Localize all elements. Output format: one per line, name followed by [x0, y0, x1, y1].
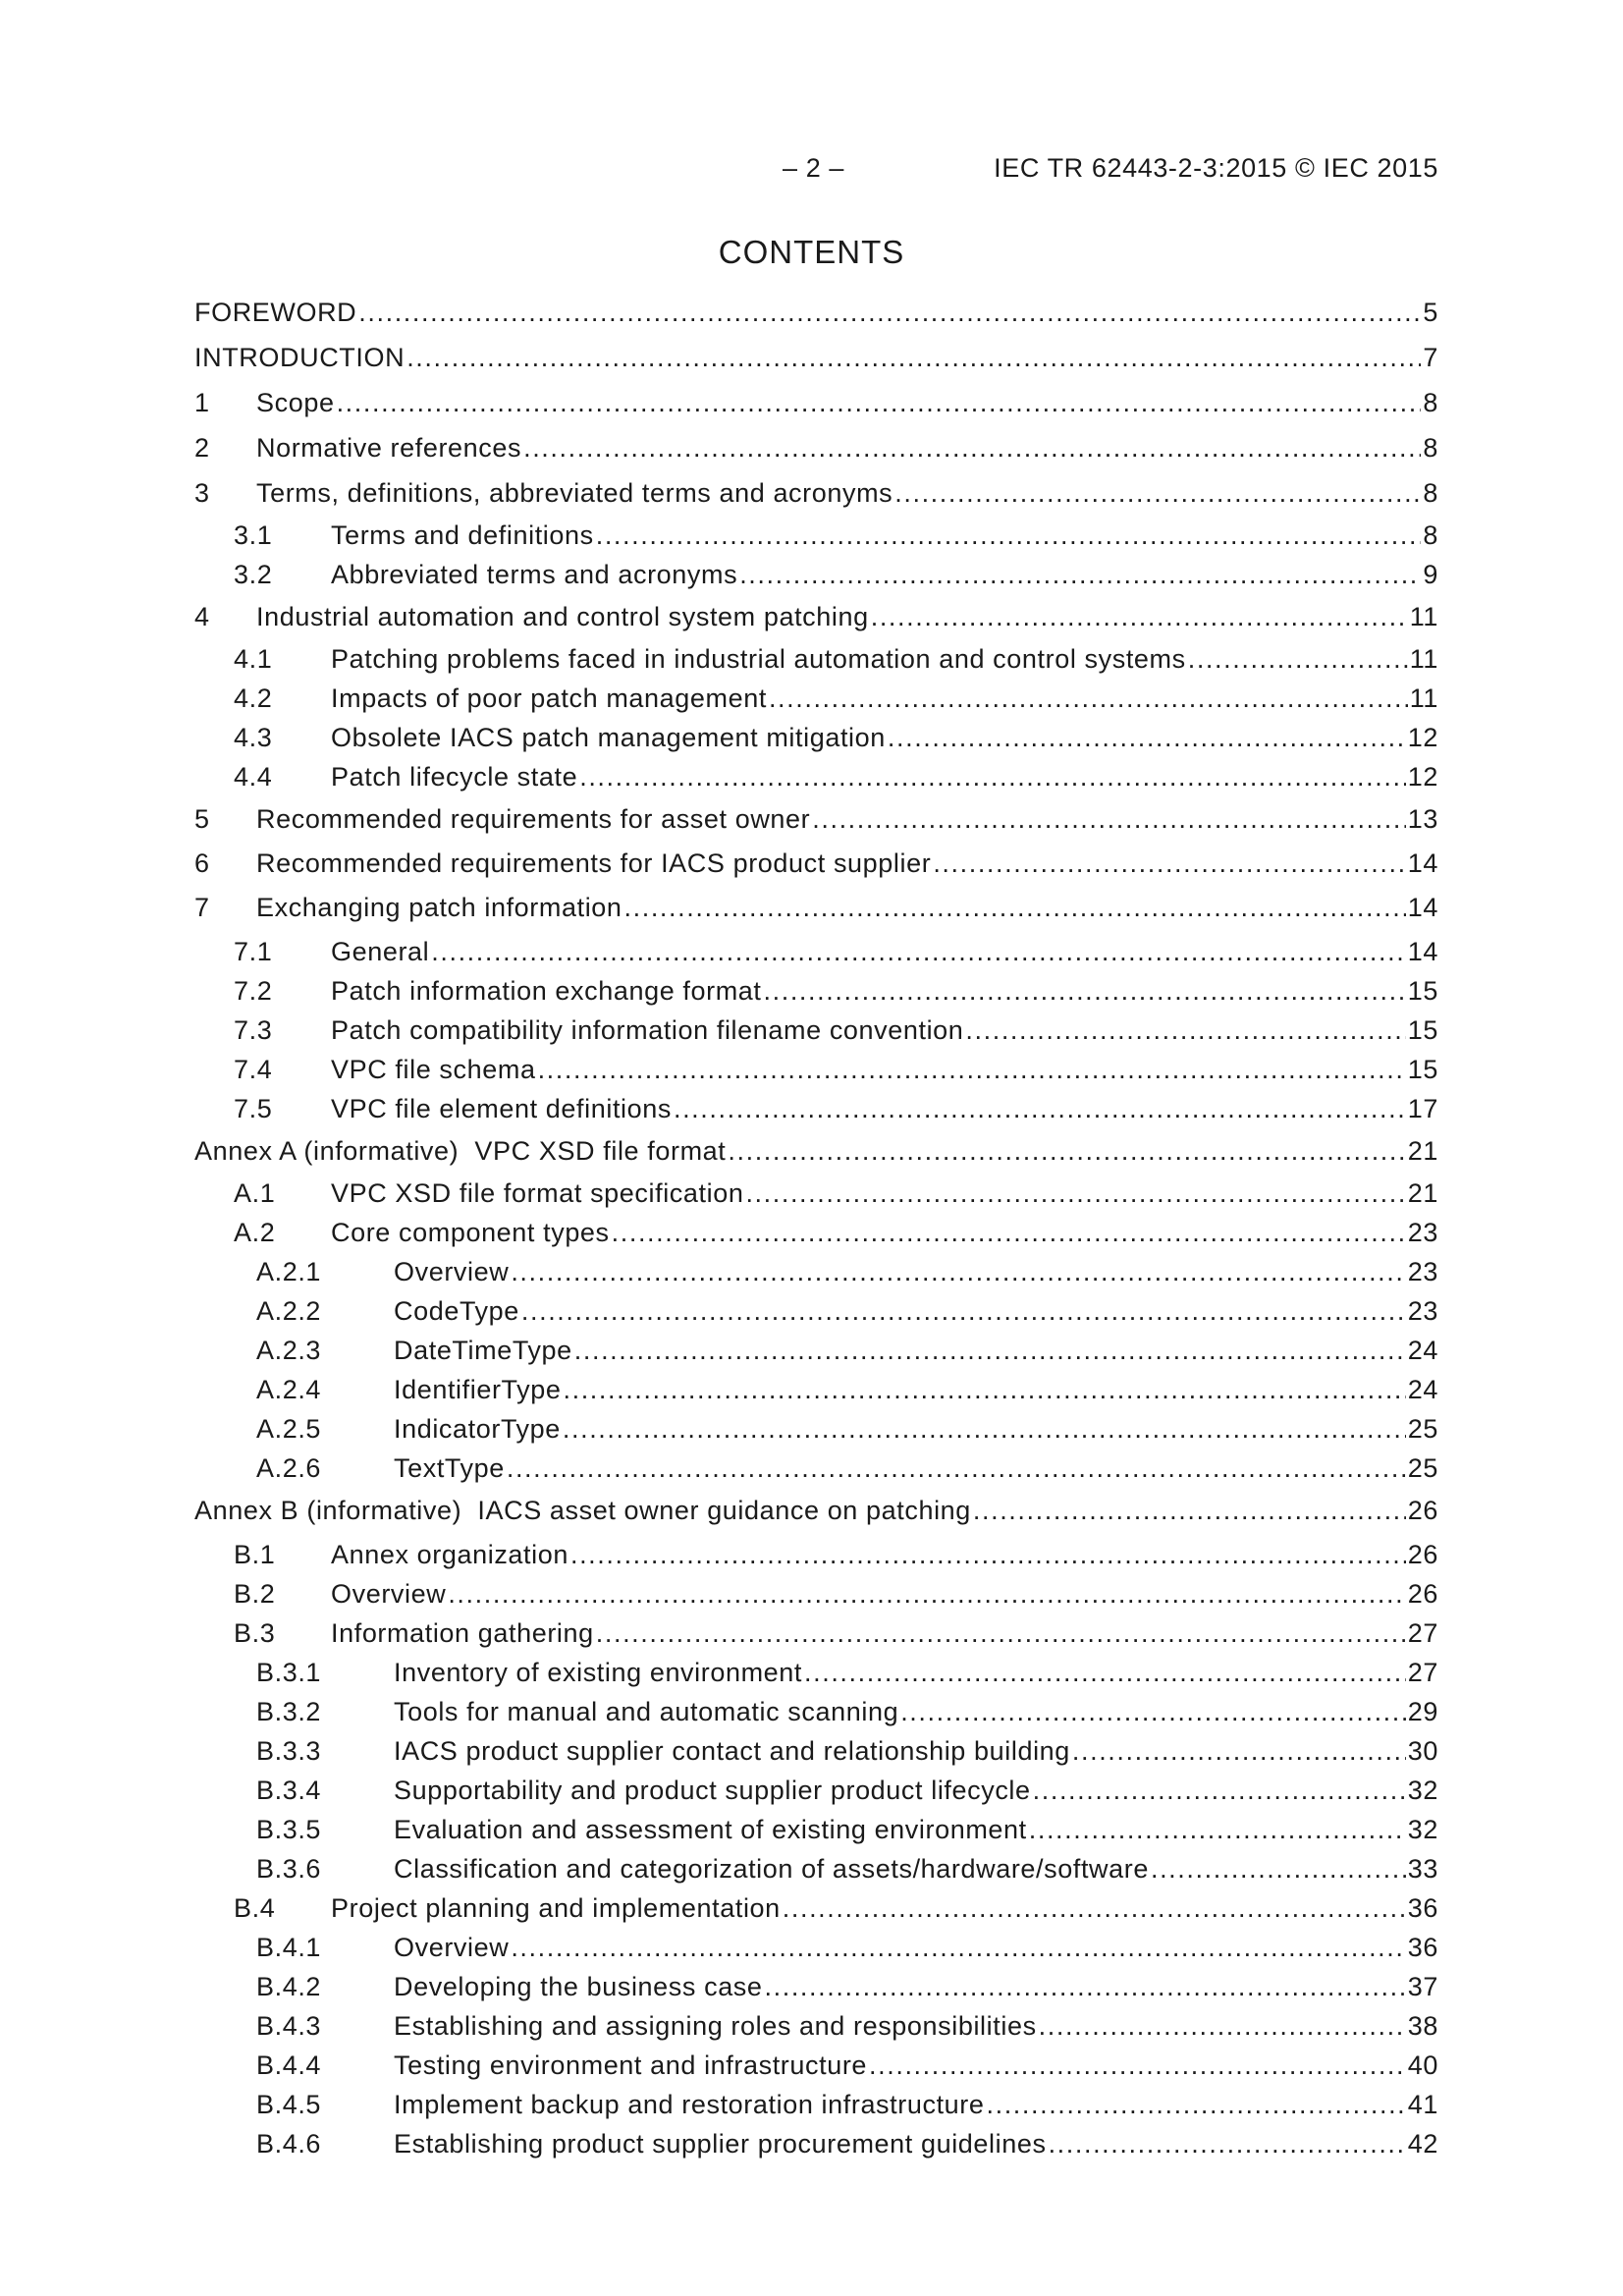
toc-entry-title: Classification and categorization of assets/hardware/software	[394, 1854, 1149, 1884]
toc-entry-number: B.4.6	[256, 2129, 322, 2159]
toc-dot-leader	[596, 520, 1422, 551]
toc-dot-leader	[869, 2050, 1406, 2081]
toc-dot-leader	[894, 478, 1421, 509]
toc-entry-number: A.2.5	[256, 1414, 322, 1444]
toc-entry[interactable]	[194, 298, 1438, 337]
toc-entry-title: FOREWORD	[194, 298, 357, 327]
toc-entry[interactable]	[194, 1218, 1438, 1257]
toc-entry-number: 4	[194, 602, 210, 631]
toc-dot-leader	[1151, 1854, 1406, 1885]
toc-entry[interactable]	[194, 1178, 1438, 1218]
toc-entry[interactable]	[194, 560, 1438, 599]
toc-entry[interactable]	[194, 1854, 1438, 1893]
toc-dot-leader	[431, 937, 1406, 967]
toc-entry-number: A.2.3	[256, 1336, 322, 1365]
toc-entry-page-number: 17	[1407, 1094, 1438, 1123]
toc-entry[interactable]	[194, 1972, 1438, 2011]
toc-entry-title: Developing the business case	[394, 1972, 763, 2001]
toc-entry-page-number: 36	[1407, 1893, 1438, 1923]
toc-entry-number: B.4.4	[256, 2050, 322, 2080]
toc-entry[interactable]	[194, 343, 1438, 382]
toc-entry-page-number: 14	[1407, 848, 1438, 878]
toc-dot-leader	[523, 433, 1421, 464]
toc-entry-number: B.4.2	[256, 1972, 322, 2001]
toc-entry-title: Exchanging patch information	[256, 893, 622, 922]
toc-entry[interactable]	[194, 644, 1438, 683]
toc-dot-leader	[965, 1015, 1405, 1046]
toc-entry-number: 4.3	[234, 723, 273, 752]
toc-entry-page-number: 5	[1423, 298, 1438, 327]
toc-entry-number: B.3.3	[256, 1736, 322, 1766]
toc-entry-title: Patching problems faced in industrial automation and control systems	[331, 644, 1186, 674]
toc-entry-title: Normative references	[256, 433, 522, 463]
toc-entry-number: B.4	[234, 1893, 276, 1923]
toc-entry-title: Patch lifecycle state	[331, 762, 578, 792]
toc-entry[interactable]	[194, 804, 1438, 844]
toc-entry-number: B.3.5	[256, 1815, 322, 1844]
toc-dot-leader	[538, 1055, 1406, 1085]
toc-entry-number: 7.3	[234, 1015, 273, 1045]
toc-entry[interactable]	[194, 1296, 1438, 1336]
toc-entry[interactable]	[194, 1540, 1438, 1579]
toc-entry-number: 2	[194, 433, 210, 463]
toc-entry[interactable]	[194, 1697, 1438, 1736]
toc-dot-leader	[812, 804, 1406, 835]
toc-entry[interactable]	[194, 976, 1438, 1015]
toc-entry[interactable]	[194, 1776, 1438, 1815]
toc-entry-page-number: 12	[1407, 723, 1438, 752]
toc-entry-title: Supportability and product supplier product lifecycle	[394, 1776, 1031, 1805]
toc-entry-title: Abbreviated terms and acronyms	[331, 560, 738, 589]
toc-entry-page-number: 32	[1407, 1815, 1438, 1844]
toc-entry-title: Patch information exchange format	[331, 976, 762, 1006]
toc-entry-page-number: 8	[1423, 433, 1438, 463]
toc-entry-number: 4.4	[234, 762, 273, 792]
toc-entry-title: IACS product supplier contact and relationship building	[394, 1736, 1070, 1766]
toc-entry-number: B.4.3	[256, 2011, 322, 2041]
toc-entry-page-number: 33	[1407, 1854, 1438, 1884]
toc-dot-leader	[511, 1933, 1405, 1963]
toc-entry-number: B.4.1	[256, 1933, 322, 1962]
toc-dot-leader	[804, 1658, 1406, 1688]
toc-entry-page-number: 25	[1407, 1414, 1438, 1444]
toc-entry-page-number: 25	[1407, 1453, 1438, 1483]
toc-entry-title: Overview	[331, 1579, 447, 1609]
toc-entry-page-number: 38	[1407, 2011, 1438, 2041]
toc-entry-title: Annex B (informative) IACS asset owner guidance on patching	[194, 1496, 971, 1525]
toc-entry-title: VPC file schema	[331, 1055, 536, 1084]
toc-entry[interactable]	[194, 848, 1438, 888]
toc-dot-leader	[1049, 2129, 1406, 2159]
toc-entry[interactable]	[194, 762, 1438, 801]
toc-entry-title: Recommended requirements for IACS product supplier	[256, 848, 932, 878]
toc-entry[interactable]	[194, 478, 1438, 518]
toc-entry-title: Project planning and implementation	[331, 1893, 781, 1923]
toc-entry-title: Scope	[256, 388, 335, 417]
toc-dot-leader	[358, 298, 1421, 328]
document-reference: IEC TR 62443-2-3:2015 © IEC 2015	[994, 153, 1438, 183]
toc-dot-leader	[521, 1296, 1406, 1327]
toc-entry[interactable]	[194, 2090, 1438, 2129]
toc-entry[interactable]	[194, 1893, 1438, 1933]
toc-dot-leader	[570, 1540, 1406, 1570]
page-number: – 2 –	[783, 153, 845, 183]
toc-entry-page-number: 23	[1407, 1257, 1438, 1286]
toc-entry-page-number: 9	[1423, 560, 1438, 589]
toc-entry-page-number: 13	[1407, 804, 1438, 834]
toc-dot-leader	[783, 1893, 1406, 1924]
toc-entry-number: A.2.6	[256, 1453, 322, 1483]
toc-entry-page-number: 14	[1407, 893, 1438, 922]
toc-entry-page-number: 12	[1407, 762, 1438, 792]
toc-entry[interactable]	[194, 1618, 1438, 1658]
toc-entry-number: B.3.2	[256, 1697, 322, 1726]
toc-dot-leader	[728, 1136, 1405, 1167]
toc-dot-leader	[674, 1094, 1406, 1124]
toc-entry-number: 5	[194, 804, 210, 834]
toc-entry[interactable]	[194, 893, 1438, 932]
toc-dot-leader	[624, 893, 1406, 923]
toc-entry[interactable]	[194, 1055, 1438, 1094]
toc-dot-leader	[871, 602, 1408, 632]
toc-entry-title: Core component types	[331, 1218, 610, 1247]
toc-entry-number: B.3.6	[256, 1854, 322, 1884]
toc-entry-page-number: 15	[1407, 976, 1438, 1006]
toc-entry-page-number: 11	[1409, 683, 1438, 713]
toc-dot-leader	[1029, 1815, 1406, 1845]
toc-entry-title: Information gathering	[331, 1618, 594, 1648]
toc-entry[interactable]	[194, 1736, 1438, 1776]
toc-dot-leader	[900, 1697, 1406, 1727]
toc-entry-title: Tools for manual and automatic scanning	[394, 1697, 899, 1726]
toc-entry-page-number: 41	[1407, 2090, 1438, 2119]
toc-entry[interactable]	[194, 1815, 1438, 1854]
toc-dot-leader	[769, 683, 1408, 714]
toc-entry-page-number: 15	[1407, 1055, 1438, 1084]
toc-dot-leader	[764, 976, 1406, 1007]
toc-entry-title: Industrial automation and control system patching	[256, 602, 869, 631]
toc-entry-title: Recommended requirements for asset owner	[256, 804, 811, 834]
toc-entry-title: IndicatorType	[394, 1414, 561, 1444]
toc-entry[interactable]	[194, 937, 1438, 976]
toc-entry-page-number: 27	[1407, 1618, 1438, 1648]
toc-dot-leader	[1039, 2011, 1406, 2042]
toc-entry-page-number: 14	[1407, 937, 1438, 966]
toc-entry-title: Terms, definitions, abbreviated terms and acronyms	[256, 478, 893, 508]
toc-entry-title: Terms and definitions	[331, 520, 594, 550]
toc-dot-leader	[612, 1218, 1406, 1248]
toc-dot-leader	[888, 723, 1406, 753]
toc-entry-page-number: 8	[1423, 520, 1438, 550]
toc-entry[interactable]	[194, 1336, 1438, 1375]
toc-entry-page-number: 30	[1407, 1736, 1438, 1766]
toc-entry-title: Establishing product supplier procurement guidelines	[394, 2129, 1047, 2159]
toc-entry-page-number: 23	[1407, 1296, 1438, 1326]
toc-entry-title: IdentifierType	[394, 1375, 562, 1404]
toc-entry-number: A.2.4	[256, 1375, 322, 1404]
toc-dot-leader	[507, 1453, 1406, 1484]
page-header	[0, 153, 1623, 192]
toc-entry-number: 3.2	[234, 560, 273, 589]
toc-entry-page-number: 26	[1407, 1540, 1438, 1569]
toc-entry-number: 7.2	[234, 976, 273, 1006]
toc-entry[interactable]	[194, 2129, 1438, 2168]
toc-entry-number: 4.2	[234, 683, 273, 713]
toc-entry-title: General	[331, 937, 430, 966]
toc-dot-leader	[1188, 644, 1408, 675]
toc-entry-page-number: 26	[1407, 1579, 1438, 1609]
toc-entry-number: 3	[194, 478, 210, 508]
toc-entry-page-number: 27	[1407, 1658, 1438, 1687]
toc-entry-number: B.3.1	[256, 1658, 322, 1687]
toc-dot-leader	[337, 388, 1422, 418]
toc-dot-leader	[1033, 1776, 1406, 1806]
toc-entry-number: 3.1	[234, 520, 273, 550]
toc-dot-leader	[596, 1618, 1406, 1649]
toc-dot-leader	[973, 1496, 1406, 1526]
toc-entry-title: VPC XSD file format specification	[331, 1178, 744, 1208]
toc-entry[interactable]	[194, 1496, 1438, 1535]
toc-dot-leader	[448, 1579, 1405, 1610]
toc-entry-title: Annex organization	[331, 1540, 568, 1569]
toc-entry[interactable]	[194, 1375, 1438, 1414]
toc-entry-number: 4.1	[234, 644, 273, 674]
toc-entry-number: B.2	[234, 1579, 276, 1609]
toc-entry[interactable]	[194, 520, 1438, 560]
toc-entry-page-number: 37	[1407, 1972, 1438, 2001]
toc-entry-page-number: 32	[1407, 1776, 1438, 1805]
toc-entry[interactable]	[194, 1136, 1438, 1175]
toc-entry[interactable]	[194, 2050, 1438, 2090]
toc-entry-page-number: 24	[1407, 1375, 1438, 1404]
toc-entry-page-number: 29	[1407, 1697, 1438, 1726]
toc-dot-leader	[511, 1257, 1405, 1287]
toc-entry-number: B.1	[234, 1540, 276, 1569]
toc-entry-title: Inventory of existing environment	[394, 1658, 803, 1687]
toc-entry-page-number: 8	[1423, 388, 1438, 417]
toc-entry-number: 7	[194, 893, 210, 922]
toc-entry-page-number: 21	[1407, 1136, 1438, 1166]
toc-dot-leader	[564, 1375, 1406, 1405]
toc-entry-title: INTRODUCTION	[194, 343, 406, 372]
toc-dot-leader	[933, 848, 1405, 879]
page-title: CONTENTS	[718, 234, 905, 270]
toc-entry-title: DateTimeType	[394, 1336, 572, 1365]
toc-entry[interactable]	[194, 723, 1438, 762]
toc-entry-title: Patch compatibility information filename convention	[331, 1015, 964, 1045]
toc-entry-number: B.4.5	[256, 2090, 322, 2119]
toc-entry-number: 6	[194, 848, 210, 878]
toc-entry-number: A.1	[234, 1178, 276, 1208]
toc-entry-title: Establishing and assigning roles and responsibilities	[394, 2011, 1037, 2041]
toc-entry-title: Impacts of poor patch management	[331, 683, 767, 713]
toc-entry[interactable]	[194, 1257, 1438, 1296]
toc-entry-number: A.2.1	[256, 1257, 322, 1286]
toc-entry-title: CodeType	[394, 1296, 519, 1326]
toc-entry[interactable]	[194, 1933, 1438, 1972]
toc-entry-title: Overview	[394, 1933, 510, 1962]
toc-entry-number: B.3	[234, 1618, 276, 1648]
toc-entry-title: TextType	[394, 1453, 505, 1483]
toc-dot-leader	[987, 2090, 1406, 2120]
toc-entry-number: 7.1	[234, 937, 273, 966]
toc-entry[interactable]	[194, 433, 1438, 472]
toc-dot-leader	[579, 762, 1406, 793]
toc-entry-page-number: 36	[1407, 1933, 1438, 1962]
toc-entry-page-number: 8	[1423, 478, 1438, 508]
toc-entry-title: Testing environment and infrastructure	[394, 2050, 868, 2080]
toc-entry-page-number: 24	[1407, 1336, 1438, 1365]
toc-entry-page-number: 11	[1409, 602, 1438, 631]
toc-entry[interactable]	[194, 1094, 1438, 1133]
toc-entry[interactable]	[194, 683, 1438, 723]
toc-dot-leader	[563, 1414, 1406, 1445]
toc-entry-number: A.2.2	[256, 1296, 322, 1326]
toc-entry-page-number: 26	[1407, 1496, 1438, 1525]
toc-entry-page-number: 15	[1407, 1015, 1438, 1045]
toc-entry-title: VPC file element definitions	[331, 1094, 672, 1123]
toc-dot-leader	[1072, 1736, 1406, 1767]
toc-entry-number: B.3.4	[256, 1776, 322, 1805]
toc-entry[interactable]	[194, 388, 1438, 427]
toc-entry[interactable]	[194, 602, 1438, 641]
toc-entry-page-number: 7	[1423, 343, 1438, 372]
toc-entry-title: Obsolete IACS patch management mitigation	[331, 723, 886, 752]
toc-entry-number: 7.4	[234, 1055, 273, 1084]
toc-dot-leader	[745, 1178, 1405, 1209]
toc-entry[interactable]	[194, 2011, 1438, 2050]
toc-entry[interactable]	[194, 1453, 1438, 1493]
toc-entry-page-number: 42	[1407, 2129, 1438, 2159]
toc-dot-leader	[739, 560, 1421, 590]
toc-entry-page-number: 40	[1407, 2050, 1438, 2080]
toc-entry[interactable]	[194, 1414, 1438, 1453]
toc-entry-title: Overview	[394, 1257, 510, 1286]
toc-dot-leader	[406, 343, 1421, 373]
toc-entry-page-number: 23	[1407, 1218, 1438, 1247]
toc-entry-page-number: 11	[1409, 644, 1438, 674]
toc-dot-leader	[574, 1336, 1406, 1366]
toc-entry-page-number: 21	[1407, 1178, 1438, 1208]
toc-entry-number: 7.5	[234, 1094, 273, 1123]
toc-entry[interactable]	[194, 1015, 1438, 1055]
toc-dot-leader	[765, 1972, 1406, 2002]
toc-entry-number: A.2	[234, 1218, 276, 1247]
toc-entry[interactable]	[194, 1658, 1438, 1697]
toc-entry[interactable]	[194, 1579, 1438, 1618]
toc-entry-title: Evaluation and assessment of existing environment	[394, 1815, 1027, 1844]
toc-entry-number: 1	[194, 388, 210, 417]
toc-entry-title: Implement backup and restoration infrastructure	[394, 2090, 985, 2119]
toc-entry-title: Annex A (informative) VPC XSD file format	[194, 1136, 727, 1166]
